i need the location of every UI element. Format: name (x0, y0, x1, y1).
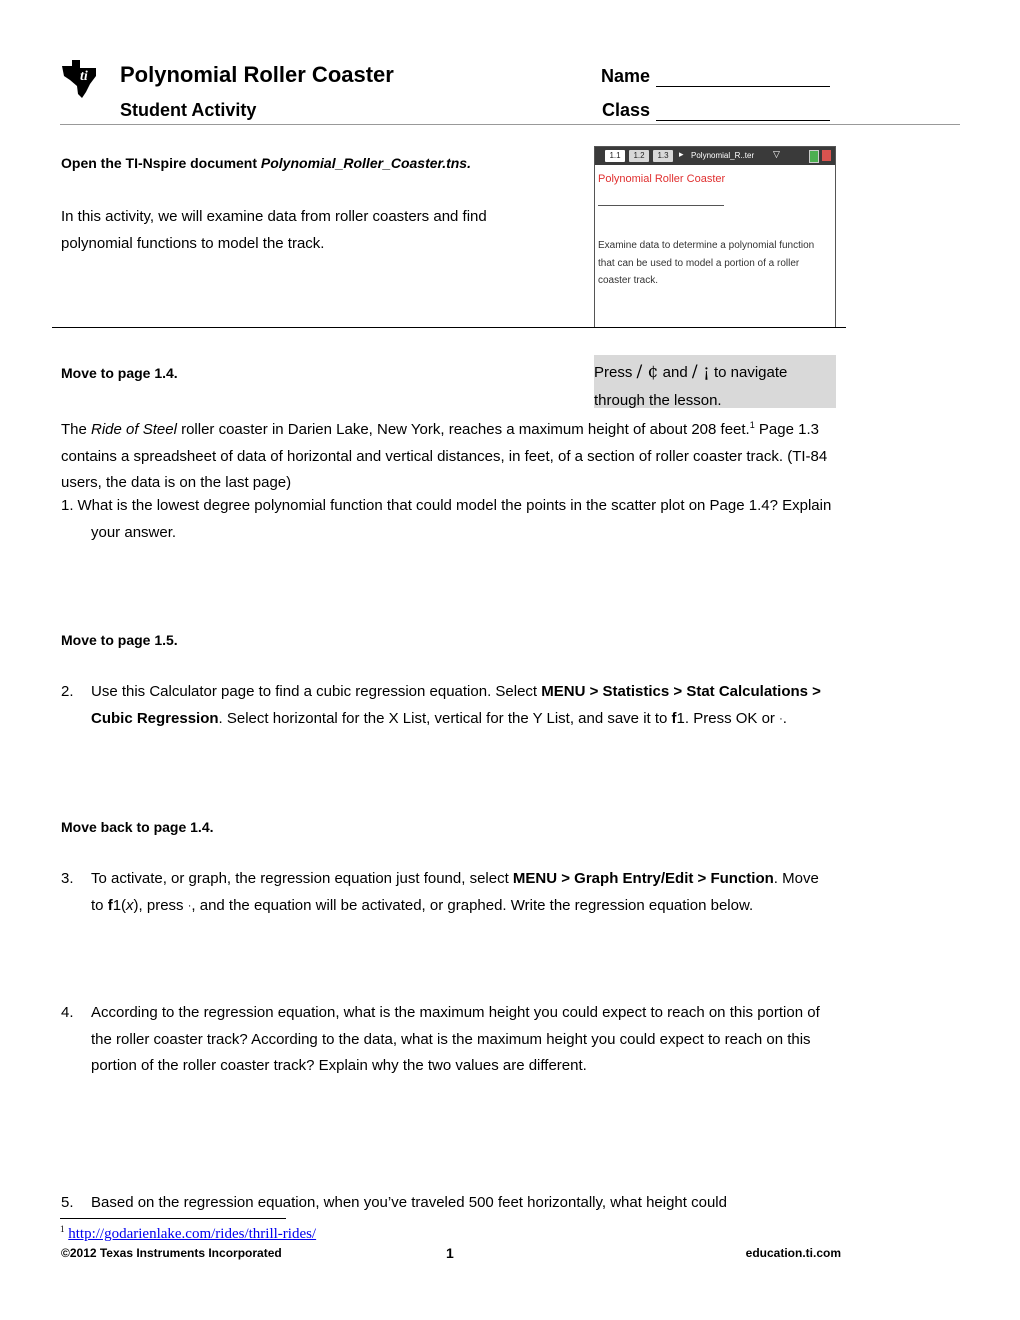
section-heading-1-5: Move to page 1.5. (61, 632, 178, 648)
para-rest-2: Page 1.3 contains a spreadsheet of data of horizontal and vertical distances, in feet, of a section of roller coaster track. (TI-84 users, the data is on the last page) (61, 421, 828, 491)
section-divider (52, 327, 846, 328)
nspire-title: Polynomial Roller Coaster (598, 173, 726, 185)
class-field (602, 100, 830, 121)
header-divider (60, 124, 960, 125)
nspire-tab-1-3: 1.3 (653, 150, 673, 162)
enter-key-icon: · (187, 899, 192, 912)
navigation-hint (594, 355, 836, 408)
hint-text-c: to navigate through the lesson. (594, 364, 788, 409)
question-2-text-d: . (782, 709, 787, 727)
nspire-battery-icon (809, 150, 819, 163)
question-3 (61, 866, 831, 919)
question-5-text: Based on the regression equation, when you’ve traveled 500 feet horizontally, what height could (91, 1194, 727, 1211)
footnote-ref: 1 (749, 420, 755, 430)
question-2-text-c: 1. Press OK or (676, 709, 780, 727)
question-2 (61, 679, 831, 732)
ride-of-steel-paragraph (61, 412, 831, 497)
ti-logo (60, 58, 100, 100)
footer-copyright: ©2012 Texas Instruments Incorporated (61, 1246, 282, 1260)
name-field (601, 66, 830, 87)
question-2-text-b: . Select horizontal for the X List, vertical for the Y List, and save it to (218, 709, 672, 727)
question-5-number: 5. (61, 1194, 74, 1211)
para-the: The (61, 421, 92, 438)
nspire-dropdown-icon: ▽ (773, 149, 780, 159)
open-prefix: Open the TI-Nspire document (61, 155, 261, 171)
footer-page-number: 1 (446, 1245, 454, 1261)
hint-text-a: Press (594, 364, 637, 381)
question-3-number: 3. (61, 870, 74, 887)
page-title: Polynomial Roller Coaster (120, 62, 394, 87)
section-heading-1-4: Move to page 1.4. (61, 365, 178, 381)
class-label: Class (602, 100, 651, 120)
question-3-text-d: ), press (133, 896, 188, 914)
question-3-f: f (107, 896, 113, 914)
texas-logo-icon (60, 58, 100, 100)
section-heading-back-1-4: Move back to page 1.4. (61, 819, 214, 835)
question-4 (61, 1000, 831, 1080)
hint-text-b: and (658, 364, 692, 381)
nspire-close-icon (822, 150, 831, 161)
footnote-number: 1 (60, 1224, 65, 1234)
question-3-menu-path: MENU > Graph Entry/Edit > Function (512, 870, 774, 887)
nspire-tab-1-2: 1.2 (629, 150, 649, 162)
question-3-text-e: , and the equation will be activated, or graphed. Write the regression equation below. (191, 896, 754, 914)
svg-text:ti: ti (80, 69, 88, 84)
question-4-text: According to the regression equation, what is the maximum height you could expect to reach on this portion of the roller coaster track? According to the data, what is the maximum height you could expect to reach on this portion of the roller coaster track? Explain why the two values are different. (91, 1004, 820, 1074)
nspire-screenshot (594, 146, 836, 328)
class-blank (656, 104, 830, 121)
question-2-menu-path: MENU > Statistics > Stat Calculations > Cubic Regression (91, 683, 821, 727)
footnote-link[interactable]: http://godarienlake.com/rides/thrill-rides/ (68, 1226, 317, 1242)
nspire-tab-bar (595, 147, 835, 165)
question-3-text-a: To activate, or graph, the regression equation just found, select (91, 870, 513, 887)
nspire-rule (598, 205, 724, 206)
question-3-x: x (126, 896, 134, 914)
question-5 (61, 1190, 831, 1217)
name-blank (656, 70, 830, 87)
ride-name: Ride of Steel (91, 421, 177, 438)
footer-site: education.ti.com (745, 1246, 841, 1260)
footnote-divider (60, 1218, 286, 1219)
para-rest-1: roller coaster in Darien Lake, New York, reaches a maximum height of about 208 feet. (176, 421, 750, 438)
question-2-f: f (671, 709, 677, 727)
question-3-text-b: . Move to (91, 870, 819, 914)
nspire-tab-1-1: 1.1 (605, 150, 625, 162)
nspire-description: Examine data to determine a polynomial function that can be used to model a portion of a roller coaster track. (598, 240, 815, 286)
question-2-number: 2. (61, 683, 74, 700)
nspire-doc-name: Polynomial_R..ter (691, 151, 755, 160)
question-4-number: 4. (61, 1004, 74, 1021)
question-3-text-c: 1( (112, 896, 127, 914)
question-1-text: What is the lowest degree polynomial function that could model the points in the scatter plot on Page 1.4? Explain your answer. (77, 497, 832, 541)
intro-text: In this activity, we will examine data from roller coasters and find polynomial functions to model the track. (61, 208, 487, 252)
name-label: Name (601, 66, 651, 86)
prev-page-key-icon: / ¡ (691, 362, 710, 382)
page-subtitle: Student Activity (120, 100, 257, 120)
next-page-key-icon: / ¢ (636, 362, 659, 382)
question-1-number: 1. (61, 497, 74, 514)
open-instruction (61, 155, 471, 171)
open-filename: Polynomial_Roller_Coaster.tns. (260, 155, 471, 171)
enter-key-icon: · (779, 712, 783, 725)
nspire-arrow-icon: ▸ (679, 149, 684, 159)
footnote (60, 1224, 316, 1243)
question-2-text-a: Use this Calculator page to find a cubic regression equation. Select (91, 683, 542, 700)
question-1 (61, 493, 861, 546)
